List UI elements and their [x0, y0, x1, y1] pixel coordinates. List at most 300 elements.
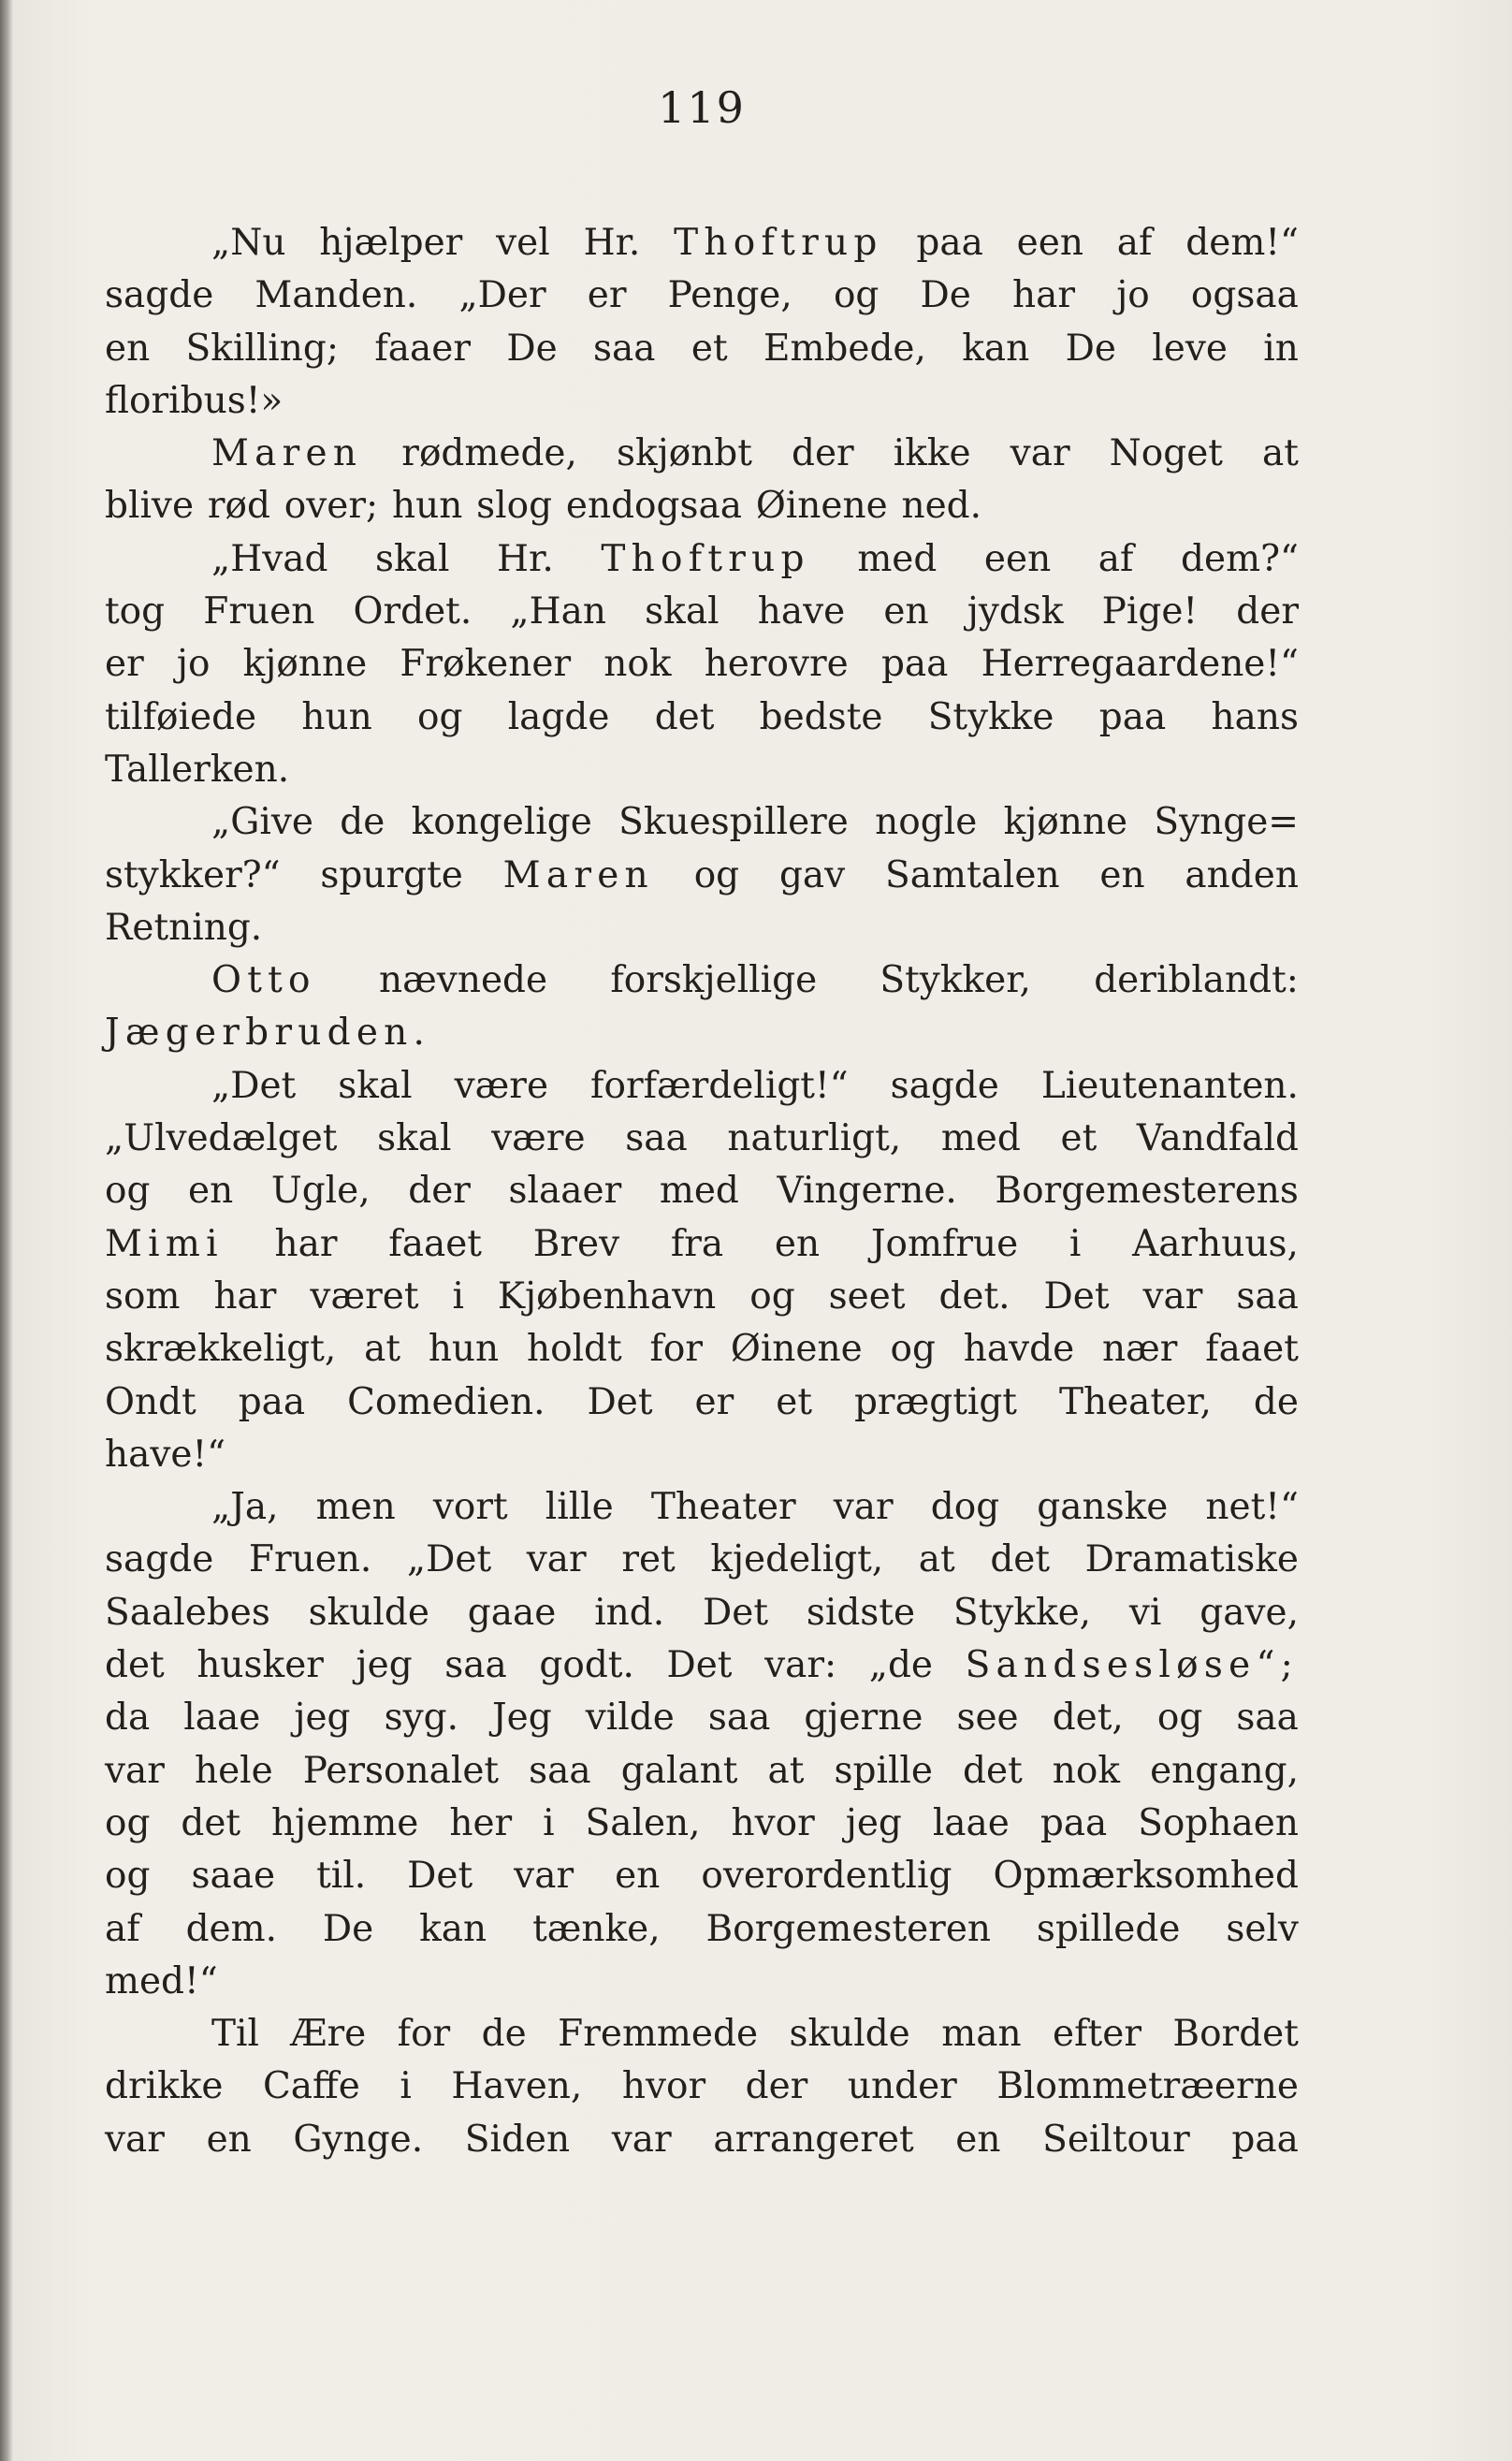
word: de — [481, 2013, 527, 2056]
text-line — [105, 1481, 1299, 1534]
text-line — [105, 1692, 1299, 1744]
text-line — [105, 1903, 1299, 1956]
word: og — [833, 274, 880, 317]
word: blive — [105, 485, 195, 528]
word: af — [1098, 537, 1134, 580]
word: „Der — [458, 274, 546, 317]
word: Vandfald — [1136, 1117, 1299, 1160]
word: Til — [211, 2013, 259, 2056]
word: overordentlig — [701, 1855, 952, 1898]
word: De — [920, 274, 971, 317]
text-line — [105, 1218, 1299, 1271]
word: var — [1010, 432, 1070, 475]
word: Siden — [464, 2118, 571, 2161]
word: her — [449, 1801, 513, 1844]
word: stykker?“ — [105, 853, 281, 896]
word: kan — [419, 1907, 487, 1950]
word: Personalet — [302, 1749, 500, 1792]
word: vort — [432, 1486, 508, 1529]
word: med — [940, 1117, 1021, 1160]
word: herovre — [704, 643, 849, 686]
word: lagde — [507, 695, 610, 738]
word: kan — [962, 327, 1030, 370]
word: een — [983, 537, 1052, 580]
text-line — [105, 954, 1299, 1007]
word: man — [941, 2013, 1022, 2056]
word: dem. — [185, 1907, 278, 1950]
word: var — [105, 2118, 165, 2161]
word: Borgemesterens — [995, 1170, 1299, 1213]
word: under — [847, 2065, 957, 2108]
word: Theater — [650, 1486, 796, 1529]
word: og — [693, 853, 740, 896]
word: men — [315, 1486, 396, 1529]
word: Haven, — [451, 2065, 583, 2108]
word: og — [749, 1274, 795, 1318]
word: Dramatiske — [1084, 1538, 1299, 1581]
word: Thoftrup — [601, 537, 810, 580]
word: Sandsesløse“; — [965, 1644, 1299, 1687]
word: der — [745, 2065, 808, 2108]
word: slaaer — [508, 1170, 622, 1213]
word: har — [1012, 274, 1076, 317]
word: bedste — [759, 695, 883, 738]
word: Samtalen — [885, 853, 1060, 896]
word: „Det — [406, 1538, 492, 1581]
word: laae — [932, 1801, 1010, 1844]
word: faaet — [388, 1222, 482, 1265]
word: lille — [545, 1486, 614, 1529]
word: Ordet. — [353, 590, 472, 633]
word: dog — [930, 1486, 1000, 1529]
word: Jeg — [492, 1696, 552, 1740]
word: og — [890, 1328, 936, 1371]
word: kjedeligt, — [710, 1538, 884, 1581]
word: skal — [375, 537, 450, 580]
word: „Give — [211, 801, 313, 844]
word: og — [417, 695, 463, 738]
word: og — [105, 1855, 151, 1898]
word: var — [1142, 1274, 1203, 1318]
word: i — [400, 2065, 412, 2108]
word: saa — [593, 327, 656, 370]
word: en — [1099, 853, 1145, 896]
word: tænke, — [532, 1907, 661, 1950]
word: gave, — [1199, 1591, 1299, 1634]
word: saa — [529, 1749, 591, 1792]
word: Frøkener — [400, 643, 572, 686]
word: et — [691, 327, 728, 370]
text-line — [105, 850, 1299, 902]
word: skal — [377, 1117, 452, 1160]
word: Det — [666, 1644, 733, 1687]
word: Skilling; — [185, 327, 339, 370]
word: en — [955, 2118, 1001, 2161]
word: det — [963, 1749, 1023, 1792]
word: Stykker, — [880, 959, 1031, 1002]
word: arrangeret — [713, 2118, 914, 2161]
text-line — [105, 323, 1299, 375]
word: syg. — [384, 1696, 458, 1740]
word: holdt — [526, 1328, 622, 1371]
word: ned. — [901, 485, 982, 528]
word: een — [1016, 222, 1083, 264]
word: Penge, — [667, 274, 792, 317]
text-line — [105, 1587, 1299, 1639]
word: er — [587, 274, 627, 317]
word: og — [1156, 1696, 1203, 1740]
word: en — [883, 590, 929, 633]
word: at — [1262, 432, 1299, 475]
word: en — [206, 2118, 252, 2161]
text-line — [105, 638, 1299, 691]
word: floribus!» — [105, 379, 284, 422]
word: laae — [183, 1696, 261, 1740]
word: paa — [1040, 1801, 1108, 1844]
word: faaet — [1205, 1328, 1299, 1371]
word: Det — [702, 1591, 768, 1634]
word: paa — [916, 222, 983, 264]
word: en — [188, 1170, 234, 1213]
word: Borgemesteren — [705, 1907, 992, 1950]
word: Fruen. — [248, 1538, 372, 1581]
word: et — [776, 1380, 812, 1423]
word: det — [181, 1801, 241, 1844]
word: Hr. — [497, 537, 554, 580]
word: jeg — [356, 1644, 413, 1687]
word: de — [340, 801, 385, 844]
text-line — [105, 902, 1299, 954]
word: hvor — [731, 1801, 815, 1844]
word: Salen, — [585, 1801, 701, 1844]
word: skrækkeligt, — [105, 1328, 337, 1371]
word: har — [274, 1222, 338, 1265]
word: i — [1069, 1222, 1082, 1265]
word: det — [990, 1538, 1051, 1581]
word: kongelige — [411, 801, 592, 844]
word: at — [364, 1328, 401, 1371]
word: Sophaen — [1138, 1801, 1299, 1844]
word: Skuespillere — [618, 801, 849, 844]
word: ganske — [1037, 1486, 1169, 1529]
word: net!“ — [1205, 1486, 1299, 1529]
text-line — [105, 796, 1299, 849]
word: paa — [1231, 2118, 1299, 2161]
word: over; — [284, 485, 379, 528]
word: jo — [1116, 274, 1150, 317]
word: i — [543, 1801, 555, 1844]
word: seet — [828, 1274, 906, 1318]
word: see — [956, 1696, 1019, 1740]
word: paa — [880, 643, 949, 686]
word: Noget — [1109, 432, 1223, 475]
word: Ondt — [105, 1380, 196, 1423]
word: husker — [196, 1644, 324, 1687]
word: er — [694, 1380, 734, 1423]
word: skjønbt — [616, 432, 752, 475]
word: hele — [194, 1749, 273, 1792]
word: nævnede — [379, 959, 548, 1002]
word: spille — [834, 1749, 933, 1792]
text-line — [105, 586, 1299, 638]
word: saae — [191, 1855, 276, 1898]
text-line — [105, 1060, 1299, 1113]
word: med!“ — [105, 1959, 218, 2002]
book-spine-shadow — [0, 0, 13, 2461]
word: Kjøbenhavn — [497, 1274, 717, 1318]
text-line — [105, 1956, 1299, 2008]
word: saa — [625, 1117, 688, 1160]
word: hans — [1211, 695, 1299, 738]
word: nær — [1101, 1328, 1178, 1371]
word: deriblandt: — [1094, 959, 1299, 1002]
word: da — [105, 1696, 151, 1740]
word: Opmærksomhed — [993, 1855, 1299, 1898]
word: jeg — [294, 1696, 351, 1740]
word: kjønne — [242, 643, 368, 686]
word: Blommetræerne — [996, 2065, 1299, 2108]
word: „Hvad — [211, 537, 328, 580]
word: gav — [778, 853, 846, 896]
word: hun — [301, 695, 372, 738]
word: faaer — [374, 327, 471, 370]
word: ind. — [594, 1591, 665, 1634]
word: har — [213, 1274, 277, 1318]
word: prægtigt — [853, 1380, 1017, 1423]
word: af — [105, 1907, 140, 1950]
word: Fremmede — [558, 2013, 759, 2056]
text-line — [105, 1745, 1299, 1798]
word: skulde — [789, 2013, 910, 2056]
text-line — [105, 533, 1299, 586]
word: Stykke, — [952, 1591, 1092, 1634]
text-line — [105, 1798, 1299, 1850]
word: at — [767, 1749, 805, 1792]
word: selv — [1226, 1907, 1299, 1950]
word: jydsk — [967, 590, 1064, 633]
word: efter — [1053, 2013, 1141, 2056]
word: det — [654, 695, 715, 738]
word: nogle — [875, 801, 978, 844]
text-line — [105, 1165, 1299, 1217]
word: forskjellige — [610, 959, 818, 1002]
word: var — [833, 1486, 894, 1529]
word: „Ja, — [211, 1486, 279, 1529]
text-line — [105, 2061, 1299, 2113]
word: kjønne — [1003, 801, 1128, 844]
word: hun — [391, 485, 463, 528]
word: skal — [338, 1064, 413, 1107]
word: Øinene — [755, 485, 888, 528]
text-line — [105, 692, 1299, 744]
word: det. — [938, 1274, 1010, 1318]
word: og — [105, 1170, 151, 1213]
word: Tallerken. — [105, 748, 290, 791]
word: jeg — [845, 1801, 902, 1844]
word: Ugle, — [270, 1170, 371, 1213]
word: nok — [1052, 1749, 1121, 1792]
text-line — [105, 1534, 1299, 1586]
word: Aarhuus, — [1132, 1222, 1299, 1265]
word: skal — [645, 590, 720, 633]
word: „Ulvedælget — [105, 1117, 338, 1160]
word: in — [1263, 327, 1299, 370]
text-line — [105, 1323, 1299, 1376]
word: Stykke — [927, 695, 1054, 738]
word: en — [105, 327, 151, 370]
word: af — [1116, 222, 1153, 264]
word: der — [792, 432, 854, 475]
word: sagde — [105, 1538, 214, 1581]
word: ogsaa — [1190, 274, 1299, 317]
word: en — [774, 1222, 821, 1265]
word: spurgte — [320, 853, 463, 896]
text-line — [105, 269, 1299, 322]
text-line — [105, 428, 1299, 480]
word: Otto — [211, 959, 316, 1002]
word: spillede — [1036, 1907, 1181, 1950]
text-line — [105, 1113, 1299, 1165]
word: Comedien. — [347, 1380, 545, 1423]
text-line — [105, 480, 1299, 532]
word: de — [1253, 1380, 1299, 1423]
text-line — [105, 1850, 1299, 1902]
word: jo — [176, 643, 211, 686]
word: var — [611, 2118, 672, 2161]
word: sidste — [806, 1591, 916, 1634]
word: det, — [1052, 1696, 1124, 1740]
text-line — [105, 375, 1299, 428]
word: var — [526, 1538, 587, 1581]
word: gaae — [467, 1591, 557, 1634]
text-line — [105, 217, 1299, 269]
word: et — [1060, 1117, 1098, 1160]
word: Vingerne. — [777, 1170, 957, 1213]
word: hjælper — [319, 222, 463, 264]
word: drikke — [105, 2065, 224, 2108]
word: have — [757, 590, 846, 633]
text-line — [105, 744, 1299, 796]
word: Theater, — [1058, 1380, 1212, 1423]
word: „Han — [510, 590, 606, 633]
word: endogsaa — [565, 485, 743, 528]
word: saa — [444, 1644, 507, 1687]
word: anden — [1185, 853, 1299, 896]
text-line — [105, 1007, 1299, 1059]
word: Maren — [502, 853, 654, 896]
word: være — [454, 1064, 549, 1107]
word: Maren — [211, 432, 363, 475]
word: rød — [207, 485, 270, 528]
word: Ære — [290, 2013, 367, 2056]
word: tilføiede — [105, 695, 257, 738]
word: tog — [105, 590, 166, 633]
word: De — [506, 327, 558, 370]
word: rødmede, — [401, 432, 577, 475]
word: at — [918, 1538, 955, 1581]
word: dem!“ — [1185, 222, 1299, 264]
word: De — [1065, 327, 1116, 370]
word: Bordet — [1172, 2013, 1299, 2056]
word: var — [514, 1855, 574, 1898]
word: ikke — [893, 432, 971, 475]
word: til. — [316, 1855, 367, 1898]
word: „de — [868, 1644, 933, 1687]
word: Manden. — [254, 274, 418, 317]
word: vilde — [585, 1696, 675, 1740]
word: galant — [620, 1749, 738, 1792]
word: Retning. — [105, 906, 263, 949]
word: Hr. — [583, 222, 641, 264]
body-text — [105, 217, 1299, 2166]
word: med — [857, 537, 938, 580]
word: sagde — [890, 1064, 999, 1107]
word: Herregaardene!“ — [981, 643, 1299, 686]
word: hjemme — [271, 1801, 419, 1844]
word: „Det — [211, 1064, 297, 1107]
text-line — [105, 1429, 1299, 1481]
text-line — [105, 1271, 1299, 1323]
word: der — [1236, 590, 1299, 633]
word: vel — [496, 222, 550, 264]
word: Embede, — [763, 327, 926, 370]
word: Caffe — [262, 2065, 360, 2108]
word: Pige! — [1101, 590, 1199, 633]
word: Det — [407, 1855, 473, 1898]
word: saa — [707, 1696, 771, 1740]
word: Fruen — [203, 590, 315, 633]
word: godt. — [539, 1644, 634, 1687]
word: havde — [963, 1328, 1075, 1371]
word: gjerne — [804, 1696, 923, 1740]
page-number: 119 — [658, 82, 746, 133]
word: Brev — [532, 1222, 620, 1265]
word: med — [659, 1170, 739, 1213]
word: Det — [587, 1380, 653, 1423]
word: Synge= — [1154, 801, 1299, 844]
text-line — [105, 1376, 1299, 1429]
word: vi — [1128, 1591, 1162, 1634]
word: „Nu — [211, 222, 286, 264]
word: leve — [1152, 327, 1228, 370]
word: ret — [621, 1538, 676, 1581]
word: dem?“ — [1181, 537, 1299, 580]
word: Mimi — [105, 1222, 224, 1265]
word: været — [310, 1274, 419, 1318]
word: hvor — [621, 2065, 706, 2108]
word: og — [105, 1801, 151, 1844]
word: engang, — [1150, 1749, 1299, 1792]
word: paa — [1098, 695, 1167, 738]
word: Jomfrue — [870, 1222, 1019, 1265]
word: for — [397, 2013, 451, 2056]
word: Jægerbruden. — [105, 1012, 431, 1055]
word: var: — [764, 1644, 837, 1687]
word: Lieutenanten. — [1040, 1064, 1299, 1107]
word: det — [105, 1644, 165, 1687]
text-line — [105, 2008, 1299, 2061]
word: Saalebes — [105, 1591, 270, 1634]
word: være — [491, 1117, 586, 1160]
word: skulde — [308, 1591, 429, 1634]
word: er — [105, 643, 144, 686]
word: Seiltour — [1042, 2118, 1190, 2161]
word: en — [615, 1855, 661, 1898]
word: slog — [476, 485, 553, 528]
text-line — [105, 1639, 1299, 1692]
word: var — [105, 1749, 165, 1792]
word: Gynge. — [293, 2118, 424, 2161]
